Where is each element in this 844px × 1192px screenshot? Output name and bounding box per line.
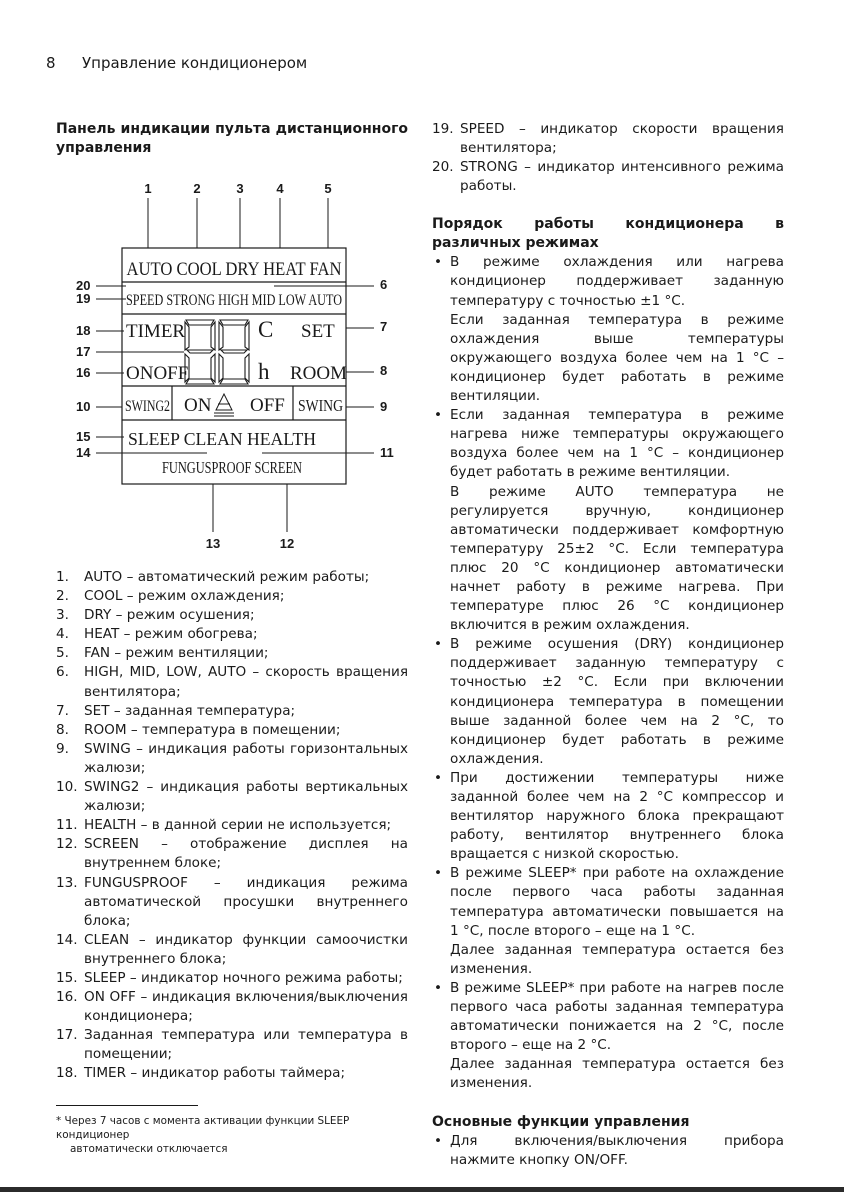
list-item-number: 14. — [56, 931, 78, 948]
bullet-item — [432, 1132, 784, 1170]
list-item — [56, 835, 408, 873]
bullet-paragraph: В режиме охлаждения или нагрева кондиционер поддерживает заданную температуру с точностью ±1 °С. — [450, 254, 784, 309]
callout-19: 19 — [76, 291, 91, 306]
callout-10: 10 — [76, 399, 91, 414]
callout-5: 5 — [324, 181, 332, 196]
bullet-paragraph: Далее заданная температура остается без изменения. — [450, 1056, 784, 1092]
list-item — [56, 587, 408, 606]
list-item-number: 16. — [56, 989, 78, 1006]
callout-2: 2 — [193, 181, 201, 196]
bullet-icon: • — [434, 1132, 443, 1149]
bullet-item — [432, 406, 784, 635]
bullet-item — [432, 864, 784, 979]
list-item — [56, 568, 408, 587]
list-item-text: SET – заданная температура; — [84, 702, 296, 719]
lcd-speed-row: SPEED STRONG HIGH MID LOW AUTO — [126, 292, 342, 309]
lcd-onoff: ONOFF — [126, 363, 189, 384]
list-item-number: 7. — [56, 702, 69, 719]
list-item — [56, 663, 408, 701]
callout-11: 11 — [380, 445, 394, 460]
bullet-icon: • — [434, 407, 443, 424]
list-item — [56, 988, 408, 1026]
lcd-panel-diagram — [72, 178, 412, 550]
bullet-paragraph: В режиме осушения (DRY) кондиционер поддерживает заданную температуру с точностью ±2 °С. Если при включении кондиционера температура в помещении выше заданной более чем на 2 °С, то кондиционер будет работать в режиме охлаждения. — [450, 636, 784, 767]
list-item — [56, 931, 408, 969]
lcd-on: ON — [184, 395, 212, 416]
lcd-swing2: SWING2 — [125, 398, 170, 415]
callout-7: 7 — [380, 319, 388, 334]
modes-heading: Порядок работы кондиционера в различных режимах — [432, 216, 784, 252]
modes-bullet-list — [432, 253, 784, 1093]
list-item-text: TIMER – индикатор работы таймера; — [84, 1065, 346, 1082]
list-item-number: 6. — [56, 664, 69, 681]
list-item-text: SLEEP – индикатор ночного режима работы; — [84, 969, 403, 986]
list-item — [56, 625, 408, 644]
page-number: 8 — [46, 54, 56, 72]
callout-15: 15 — [76, 429, 91, 444]
callout-1: 1 — [144, 181, 152, 196]
bottom-rule — [0, 1187, 844, 1192]
lcd-off: OFF — [250, 395, 285, 416]
list-item-text: SWING2 – индикация работы вертикальных жалюзи; — [84, 779, 408, 815]
list-item-number: 4. — [56, 626, 69, 643]
list-item — [56, 874, 408, 931]
list-item-text: ROOM – температура в помещении; — [84, 721, 341, 738]
lcd-mode-row: AUTO COOL DRY HEAT FAN — [126, 259, 342, 280]
swing-louver-icon — [214, 394, 234, 416]
callout-3: 3 — [236, 181, 244, 196]
bullet-item — [432, 635, 784, 769]
list-item-number: 18. — [56, 1065, 78, 1082]
lcd-unit-h: h — [258, 359, 270, 384]
bullet-paragraph: Если заданная температура в режиме нагрева ниже температуры окружающего воздуха более чем на 1 °С – кондиционер будет работать в режиме вентиляции. — [450, 407, 784, 481]
list-item-number: 19. — [432, 121, 454, 137]
list-item-number: 5. — [56, 645, 69, 662]
footnote-rule — [56, 1105, 198, 1106]
bullet-paragraph: Далее заданная температура остается без изменения. — [450, 941, 784, 977]
bullet-item — [432, 979, 784, 1094]
lcd-diagram-svg — [72, 178, 412, 550]
list-item — [56, 1064, 408, 1083]
list-item-text: FAN – режим вентиляции; — [84, 645, 269, 662]
list-item-number: 3. — [56, 607, 69, 624]
list-item-number: 2. — [56, 588, 69, 605]
bullet-icon: • — [434, 865, 443, 882]
lcd-fungus-row: FUNGUSPROOF SCREEN — [162, 458, 302, 477]
bullet-item — [432, 253, 784, 406]
list-item — [56, 644, 408, 663]
list-item-number: 9. — [56, 740, 69, 757]
list-item — [56, 1026, 408, 1064]
callout-16: 16 — [76, 365, 91, 380]
list-item-text: FUNGUSPROOF – индикация режима автоматической просушки внутреннего блока; — [84, 874, 408, 929]
callout-4: 4 — [276, 181, 284, 196]
bullet-paragraph: При достижении температуры ниже заданной более чем на 2 °С компрессор и вентилятор наружного блока прекращают работу, вентилятор внутреннего блока вращается с низкой скоростью. — [450, 769, 784, 863]
list-item — [56, 816, 408, 835]
list-item-number: 20. — [432, 159, 454, 176]
callout-9: 9 — [380, 399, 388, 414]
list-item-number: 1. — [56, 569, 69, 585]
running-header: Управление кондиционером — [82, 54, 308, 72]
callout-17: 17 — [76, 344, 91, 359]
callout-20: 20 — [76, 278, 91, 293]
list-item — [432, 120, 784, 158]
bullet-icon: • — [434, 769, 443, 786]
left-column — [56, 120, 408, 158]
list-item — [56, 721, 408, 740]
list-item — [56, 606, 408, 625]
list-item — [432, 158, 784, 196]
functions-bullet-list — [432, 1132, 784, 1170]
footnote-line-2: автоматически отключается — [70, 1143, 228, 1155]
list-item — [56, 740, 408, 778]
list-item — [56, 778, 408, 816]
functions-heading: Основные функции управления — [432, 1113, 690, 1130]
footnote-line-1: * Через 7 часов с момента активации функции SLEEP кондиционер — [56, 1115, 350, 1141]
lcd-set: SET — [301, 321, 335, 342]
list-item-text: STRONG – индикатор интенсивного режима работы. — [460, 159, 784, 195]
list-item-text: CLEAN – индикатор функции самоочистки внутреннего блока; — [84, 931, 408, 967]
bullet-icon: • — [434, 254, 443, 271]
list-item-number: 10. — [56, 779, 78, 796]
list-item-text: HEAT – режим обогрева; — [84, 626, 258, 643]
list-item-number: 15. — [56, 969, 78, 986]
list-item-text: SCREEN – отображение дисплея на внутреннем блоке; — [84, 836, 408, 872]
legend-items — [56, 568, 408, 1084]
list-item-text: Заданная температура или температура в помещении; — [84, 1027, 408, 1063]
list-item-number: 17. — [56, 1027, 78, 1044]
lcd-timer: TIMER — [126, 321, 186, 342]
list-item-text: SPEED – индикатор скорости вращения вентилятора; — [460, 121, 784, 157]
legend-items-continued — [432, 120, 784, 196]
list-item-number: 12. — [56, 836, 78, 853]
bullet-item — [432, 769, 784, 864]
list-item-text: ON OFF – индикация включения/выключения кондиционера; — [84, 989, 408, 1025]
callout-12: 12 — [279, 536, 295, 550]
list-item-text: HEALTH – в данной серии не используется; — [84, 817, 392, 834]
lcd-room: ROOM — [290, 363, 348, 384]
footnote — [56, 1114, 416, 1156]
callout-6: 6 — [380, 277, 388, 292]
list-item-number: 13. — [56, 874, 78, 891]
list-item-text: DRY – режим осушения; — [84, 607, 255, 624]
list-item-text: AUTO – автоматический режим работы; — [84, 569, 370, 585]
seven-segment-digits — [185, 320, 249, 384]
list-item-text: COOL – режим охлаждения; — [84, 588, 285, 605]
list-item — [56, 969, 408, 988]
callout-13: 13 — [205, 536, 221, 550]
list-item-number: 11. — [56, 817, 78, 834]
list-item-text: SWING – индикация работы горизонтальных жалюзи; — [84, 740, 408, 776]
legend-list-left — [56, 568, 408, 1084]
callout-8: 8 — [380, 363, 388, 378]
callout-14: 14 — [76, 445, 91, 460]
bullet-icon: • — [434, 636, 443, 653]
bullet-paragraph: Если заданная температура в режиме охлаждения выше температуры окружающего воздуха более чем на 1 °С – кондиционер будет работать в режиме вентиляции. — [450, 311, 784, 405]
right-column — [432, 120, 784, 1170]
bullet-paragraph: Для включения/выключения прибора нажмите кнопку ON/OFF. — [450, 1132, 784, 1168]
bullet-paragraph: В режиме SLEEP* при работе на охлаждение после первого часа работы заданная температура автоматически повышается на 1 °С, после второго – еще на 1 °С. — [450, 865, 784, 939]
bullet-paragraph: В режиме SLEEP* при работе на нагрев после первого часа работы заданная температура автоматически понижается на 2 °С, после второго – еще на 2 °С. — [450, 979, 784, 1054]
bullet-icon: • — [434, 979, 443, 996]
list-item-number: 8. — [56, 721, 69, 738]
lcd-unit-c: C — [258, 317, 274, 342]
callout-18: 18 — [76, 323, 91, 338]
list-item-text: HIGH, MID, LOW, AUTO – скорость вращения вентилятора; — [84, 664, 408, 700]
list-item — [56, 702, 408, 721]
lcd-swing: SWING — [298, 396, 343, 415]
lcd-sleep-row: SLEEP CLEAN HEALTH — [128, 429, 316, 449]
panel-heading: Панель индикации пульта дистанционного управления — [56, 121, 408, 156]
bullet-paragraph: В режиме AUTO температура не регулируется вручную, кондиционер автоматически поддерживает комфортную температуру 25±2 °С. Если температура плюс 20 °С кондиционер автоматически начнет работу в режиме нагрева. При температуре плюс 26 °С кондиционер включится в режим охлаждения. — [450, 483, 784, 634]
